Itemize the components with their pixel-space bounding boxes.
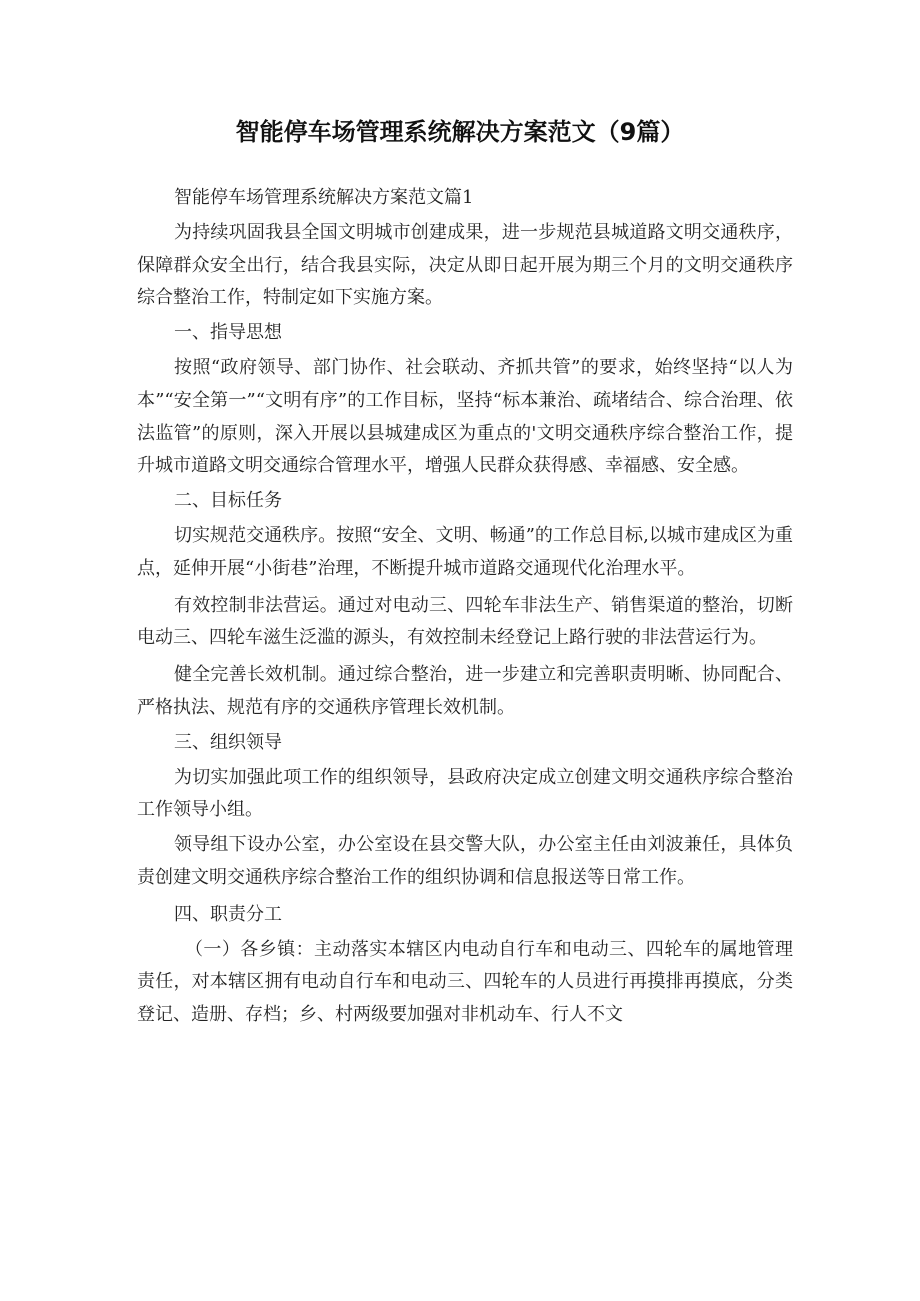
document-body	[137, 182, 793, 1032]
paragraph: 为切实加强此项工作的组织领导，县政府决定成立创建文明交通秩序综合整治工作领导小组。	[137, 766, 793, 821]
paragraph: 有效控制非法营运。通过对电动三、四轮车非法生产、销售渠道的整治，切断电动三、四轮车滋生泛滥的源头，有效控制未经登记上路行驶的非法营运行为。	[137, 594, 793, 649]
section-heading: 四、职责分工	[174, 903, 282, 925]
paragraph: 为持续巩固我县全国文明城市创建成果，进一步规范县城道路文明交通秩序，保障群众安全出行，结合我县实际，决定从即日起开展为期三个月的文明交通秩序综合整治工作，特制定如下实施方案。	[137, 221, 793, 309]
paragraph: 领导组下设办公室，办公室设在县交警大队，办公室主任由刘波兼任，具体负责创建文明交通秩序综合整治工作的组织协调和信息报送等日常工作。	[137, 834, 793, 888]
section-heading: 三、组织领导	[174, 731, 282, 753]
article-subtitle: 智能停车场管理系统解决方案范文篇1	[174, 187, 474, 208]
paragraph: 健全完善长效机制。通过综合整治，进一步建立和完善职责明晰、协同配合、严格执法、规范有序的交通秩序管理长效机制。	[137, 664, 793, 718]
paragraph: （一）各乡镇：主动落实本辖区内电动自行车和电动三、四轮车的属地管理责任，对本辖区拥有电动自行车和电动三、四轮车的人员进行再摸排再摸底，分类登记、造册、存档；乡、村两级要加强对非机动车、行人不文	[137, 938, 793, 1026]
paragraph: 按照“政府领导、部门协作、社会联动、齐抓共管”的要求，始终坚持“以人为本”“安全第一”“文明有序”的工作目标，坚持“标本兼治、疏堵结合、综合治理、依法监管”的原则，深入开展以县城建成区为重点的'文明交通秩序综合整治工作，提升城市道路文明交通综合管理水平，增强人民群众获得感、幸福感、安全感。	[137, 356, 793, 477]
section-heading: 一、指导思想	[174, 322, 282, 344]
section-heading: 二、目标任务	[174, 490, 282, 512]
paragraph: 切实规范交通秩序。按照“安全、文明、畅通”的工作总目标,以城市建成区为重点，延伸开展“小街巷”治理，不断提升城市道路交通现代化治理水平。	[137, 524, 793, 579]
document-title: 智能停车场管理系统解决方案范文（9篇）	[235, 118, 685, 146]
